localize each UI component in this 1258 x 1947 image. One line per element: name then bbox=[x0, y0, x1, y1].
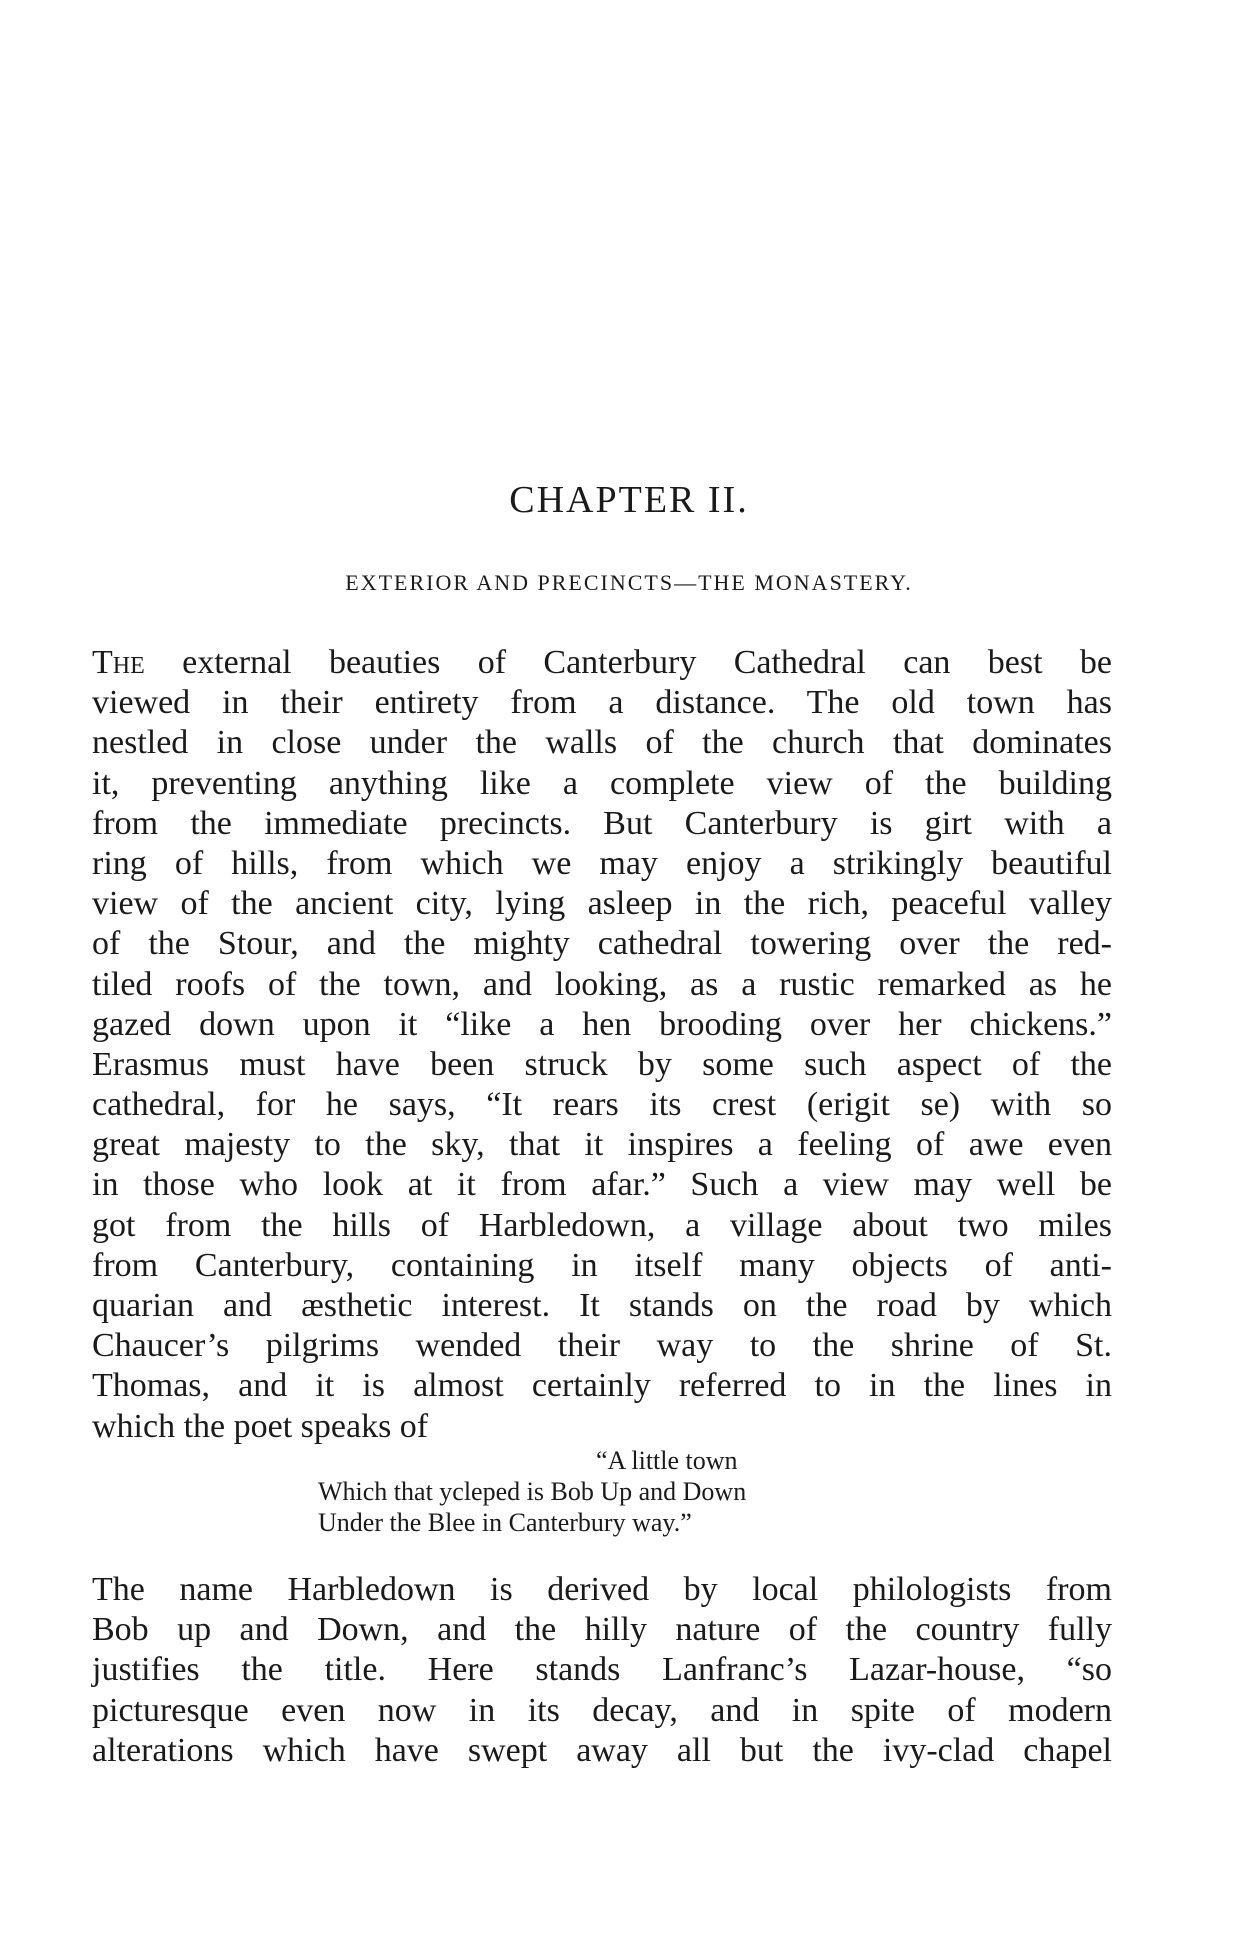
text-line-14: in those who look at it from afar.” Such a view may well be bbox=[92, 1166, 1112, 1204]
text-line-8: of the Stour, and the mighty cathedral towering over the red- bbox=[92, 925, 1112, 963]
verse-line-3: Under the Blee in Canterbury way.” bbox=[318, 1508, 692, 1537]
text-line-11: Erasmus must have been struck by some such aspect of the bbox=[92, 1045, 1112, 1083]
text-line-9: tiled roofs of the town, and looking, as a rustic remarked as he bbox=[92, 965, 1112, 1003]
text-line-22: Bob up and Down, and the hilly nature of the country fully bbox=[92, 1611, 1112, 1649]
text-line-4: it, preventing anything like a complete view of the building bbox=[92, 764, 1112, 802]
paragraph-1 bbox=[92, 643, 1112, 1447]
text-line-16: from Canterbury, containing in itself many objects of anti- bbox=[92, 1246, 1112, 1284]
verse-line-2: Which that ycleped is Bob Up and Down bbox=[318, 1477, 747, 1506]
text-line-5: from the immediate precincts. But Canterbury is girt with a bbox=[92, 804, 1112, 842]
text-line-1: The external beauties of Canterbury Cathedral can best be bbox=[92, 644, 1112, 681]
text-line-19: Thomas, and it is almost certainly referred to in the lines in bbox=[92, 1367, 1112, 1405]
text-line-21: The name Harbledown is derived by local philologists from bbox=[92, 1571, 1112, 1608]
text-line-2: viewed in their entirety from a distance. The old town has bbox=[92, 684, 1112, 722]
text-line-18: Chaucer’s pilgrims wended their way to the shrine of St. bbox=[92, 1327, 1112, 1365]
text-line-10: gazed down upon it “like a hen brooding over her chickens.” bbox=[92, 1005, 1112, 1043]
text-line-3: nestled in close under the walls of the church that dominates bbox=[92, 724, 1112, 762]
text-line-25: alterations which have swept away all but the ivy-clad chapel bbox=[92, 1731, 1112, 1769]
lead-word: The bbox=[92, 644, 145, 681]
text-line-20: which the poet speaks of bbox=[92, 1407, 429, 1445]
text-line-17: quarian and æsthetic interest. It stands on the road by which bbox=[92, 1287, 1112, 1324]
text-line-7: view of the ancient city, lying asleep in the rich, peaceful valley bbox=[92, 885, 1112, 923]
text-line-24: picturesque even now in its decay, and in spite of modern bbox=[92, 1691, 1112, 1729]
text-line-15: got from the hills of Harbledown, a village about two miles bbox=[92, 1206, 1112, 1244]
text-line-23: justifies the title. Here stands Lanfranc’s Lazar-house, “so bbox=[92, 1651, 1112, 1689]
verse-quotation bbox=[0, 1445, 1258, 1538]
chapter-subtitle: EXTERIOR AND PRECINCTS—THE MONASTERY. bbox=[345, 570, 913, 595]
text-line-12: cathedral, for he says, “It rears its crest (erigit se) with so bbox=[92, 1086, 1112, 1124]
text-line-6: ring of hills, from which we may enjoy a strikingly beautiful bbox=[92, 844, 1112, 882]
chapter-heading: CHAPTER II. bbox=[509, 479, 749, 521]
text-line-13: great majesty to the sky, that it inspires a feeling of awe even bbox=[92, 1126, 1112, 1164]
verse-line-1: “A little town bbox=[596, 1446, 738, 1475]
paragraph-2 bbox=[92, 1570, 1112, 1771]
